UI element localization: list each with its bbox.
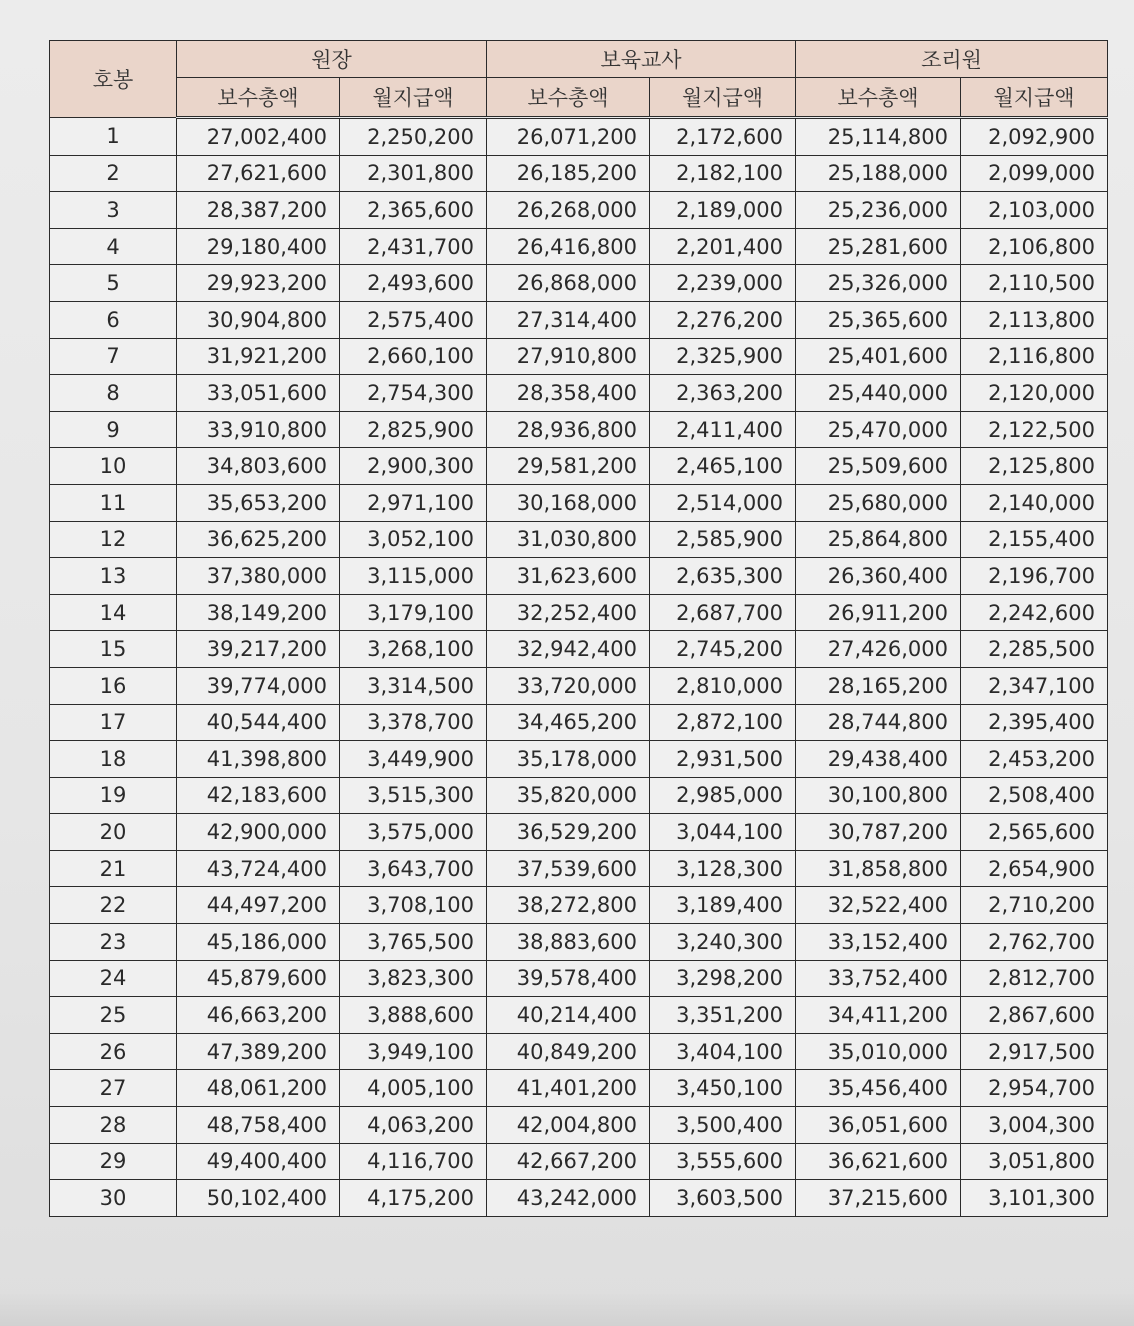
teacher-monthly-cell: 3,351,200 <box>650 997 796 1034</box>
table-row <box>50 1180 1108 1217</box>
step-cell: 29 <box>50 1143 177 1180</box>
cook-annual-cell: 27,426,000 <box>796 631 961 668</box>
step-cell: 26 <box>50 1033 177 1070</box>
cook-monthly-cell: 2,565,600 <box>961 814 1108 851</box>
cook-monthly-cell: 2,917,500 <box>961 1033 1108 1070</box>
teacher-monthly-cell: 3,044,100 <box>650 814 796 851</box>
teacher-monthly-cell: 2,182,100 <box>650 155 796 192</box>
teacher-annual-cell: 35,178,000 <box>487 741 650 778</box>
director-annual-cell: 27,002,400 <box>177 118 340 156</box>
cook-monthly-cell: 3,101,300 <box>961 1180 1108 1217</box>
director-monthly-cell: 3,268,100 <box>340 631 487 668</box>
teacher-monthly-cell: 2,872,100 <box>650 704 796 741</box>
teacher-monthly-cell: 2,985,000 <box>650 777 796 814</box>
teacher-monthly-cell: 2,411,400 <box>650 411 796 448</box>
director-monthly-cell: 3,643,700 <box>340 850 487 887</box>
column-header-monthly-pay: 월지급액 <box>961 78 1108 118</box>
table-row <box>50 1107 1108 1144</box>
teacher-annual-cell: 31,623,600 <box>487 558 650 595</box>
director-annual-cell: 39,774,000 <box>177 667 340 704</box>
cook-annual-cell: 25,114,800 <box>796 118 961 156</box>
cook-monthly-cell: 2,395,400 <box>961 704 1108 741</box>
table-header <box>50 41 1108 118</box>
step-cell: 21 <box>50 850 177 887</box>
cook-monthly-cell: 2,122,500 <box>961 411 1108 448</box>
director-annual-cell: 39,217,200 <box>177 631 340 668</box>
group-header-cook: 조리원 <box>796 41 1108 78</box>
director-monthly-cell: 2,431,700 <box>340 228 487 265</box>
teacher-annual-cell: 26,416,800 <box>487 228 650 265</box>
cook-monthly-cell: 2,710,200 <box>961 887 1108 924</box>
step-cell: 3 <box>50 192 177 229</box>
cook-monthly-cell: 2,453,200 <box>961 741 1108 778</box>
director-monthly-cell: 3,449,900 <box>340 741 487 778</box>
step-header: 호봉 <box>50 41 177 118</box>
director-monthly-cell: 3,179,100 <box>340 594 487 631</box>
director-monthly-cell: 4,063,200 <box>340 1107 487 1144</box>
teacher-annual-cell: 26,868,000 <box>487 265 650 302</box>
teacher-monthly-cell: 2,189,000 <box>650 192 796 229</box>
cook-annual-cell: 35,010,000 <box>796 1033 961 1070</box>
cook-annual-cell: 25,680,000 <box>796 484 961 521</box>
table-body <box>50 118 1108 1217</box>
director-annual-cell: 35,653,200 <box>177 484 340 521</box>
teacher-monthly-cell: 2,585,900 <box>650 521 796 558</box>
teacher-monthly-cell: 2,687,700 <box>650 594 796 631</box>
director-monthly-cell: 3,515,300 <box>340 777 487 814</box>
cook-monthly-cell: 2,285,500 <box>961 631 1108 668</box>
salary-table <box>49 40 1108 1217</box>
table-row <box>50 1143 1108 1180</box>
step-cell: 1 <box>50 118 177 156</box>
table-row <box>50 887 1108 924</box>
step-cell: 8 <box>50 375 177 412</box>
table-row <box>50 1070 1108 1107</box>
teacher-annual-cell: 27,910,800 <box>487 338 650 375</box>
director-monthly-cell: 3,115,000 <box>340 558 487 595</box>
cook-monthly-cell: 2,106,800 <box>961 228 1108 265</box>
step-cell: 2 <box>50 155 177 192</box>
director-monthly-cell: 2,250,200 <box>340 118 487 156</box>
cook-monthly-cell: 2,654,900 <box>961 850 1108 887</box>
table-row <box>50 667 1108 704</box>
director-annual-cell: 50,102,400 <box>177 1180 340 1217</box>
director-monthly-cell: 3,708,100 <box>340 887 487 924</box>
cook-annual-cell: 25,864,800 <box>796 521 961 558</box>
director-monthly-cell: 2,575,400 <box>340 301 487 338</box>
step-cell: 22 <box>50 887 177 924</box>
teacher-annual-cell: 28,936,800 <box>487 411 650 448</box>
director-annual-cell: 43,724,400 <box>177 850 340 887</box>
director-annual-cell: 49,400,400 <box>177 1143 340 1180</box>
cook-monthly-cell: 2,140,000 <box>961 484 1108 521</box>
table-row <box>50 484 1108 521</box>
director-monthly-cell: 3,314,500 <box>340 667 487 704</box>
director-annual-cell: 31,921,200 <box>177 338 340 375</box>
teacher-annual-cell: 32,942,400 <box>487 631 650 668</box>
step-cell: 16 <box>50 667 177 704</box>
step-cell: 18 <box>50 741 177 778</box>
table-row <box>50 558 1108 595</box>
table-row <box>50 631 1108 668</box>
teacher-annual-cell: 38,883,600 <box>487 924 650 961</box>
table-row <box>50 155 1108 192</box>
step-cell: 28 <box>50 1107 177 1144</box>
director-annual-cell: 36,625,200 <box>177 521 340 558</box>
teacher-annual-cell: 40,849,200 <box>487 1033 650 1070</box>
cook-annual-cell: 33,152,400 <box>796 924 961 961</box>
cook-annual-cell: 28,165,200 <box>796 667 961 704</box>
teacher-monthly-cell: 2,635,300 <box>650 558 796 595</box>
director-monthly-cell: 2,900,300 <box>340 448 487 485</box>
director-monthly-cell: 2,493,600 <box>340 265 487 302</box>
teacher-annual-cell: 42,667,200 <box>487 1143 650 1180</box>
cook-monthly-cell: 2,155,400 <box>961 521 1108 558</box>
cook-monthly-cell: 2,347,100 <box>961 667 1108 704</box>
teacher-monthly-cell: 3,500,400 <box>650 1107 796 1144</box>
director-annual-cell: 44,497,200 <box>177 887 340 924</box>
teacher-monthly-cell: 2,239,000 <box>650 265 796 302</box>
table-row <box>50 850 1108 887</box>
table-row <box>50 192 1108 229</box>
teacher-annual-cell: 30,168,000 <box>487 484 650 521</box>
director-monthly-cell: 2,660,100 <box>340 338 487 375</box>
teacher-monthly-cell: 3,240,300 <box>650 924 796 961</box>
director-monthly-cell: 2,754,300 <box>340 375 487 412</box>
column-header-annual-total: 보수총액 <box>177 78 340 118</box>
cook-monthly-cell: 2,508,400 <box>961 777 1108 814</box>
cook-monthly-cell: 3,051,800 <box>961 1143 1108 1180</box>
step-cell: 15 <box>50 631 177 668</box>
teacher-monthly-cell: 3,450,100 <box>650 1070 796 1107</box>
cook-monthly-cell: 2,113,800 <box>961 301 1108 338</box>
director-monthly-cell: 3,378,700 <box>340 704 487 741</box>
director-annual-cell: 33,051,600 <box>177 375 340 412</box>
director-annual-cell: 41,398,800 <box>177 741 340 778</box>
cook-annual-cell: 33,752,400 <box>796 960 961 997</box>
step-cell: 5 <box>50 265 177 302</box>
director-monthly-cell: 3,949,100 <box>340 1033 487 1070</box>
step-cell: 19 <box>50 777 177 814</box>
director-monthly-cell: 2,365,600 <box>340 192 487 229</box>
table-row <box>50 1033 1108 1070</box>
group-header-director: 원장 <box>177 41 487 78</box>
director-annual-cell: 48,758,400 <box>177 1107 340 1144</box>
cook-monthly-cell: 2,099,000 <box>961 155 1108 192</box>
director-monthly-cell: 2,301,800 <box>340 155 487 192</box>
teacher-annual-cell: 32,252,400 <box>487 594 650 631</box>
table-row <box>50 521 1108 558</box>
teacher-monthly-cell: 2,325,900 <box>650 338 796 375</box>
table-row <box>50 777 1108 814</box>
director-monthly-cell: 4,116,700 <box>340 1143 487 1180</box>
table-row <box>50 448 1108 485</box>
step-cell: 7 <box>50 338 177 375</box>
teacher-annual-cell: 31,030,800 <box>487 521 650 558</box>
cook-annual-cell: 31,858,800 <box>796 850 961 887</box>
step-cell: 10 <box>50 448 177 485</box>
cook-monthly-cell: 2,196,700 <box>961 558 1108 595</box>
director-monthly-cell: 2,825,900 <box>340 411 487 448</box>
teacher-annual-cell: 26,071,200 <box>487 118 650 156</box>
table-row <box>50 265 1108 302</box>
teacher-annual-cell: 35,820,000 <box>487 777 650 814</box>
teacher-annual-cell: 29,581,200 <box>487 448 650 485</box>
director-annual-cell: 37,380,000 <box>177 558 340 595</box>
table-row <box>50 704 1108 741</box>
cook-annual-cell: 26,911,200 <box>796 594 961 631</box>
director-annual-cell: 30,904,800 <box>177 301 340 338</box>
teacher-monthly-cell: 3,555,600 <box>650 1143 796 1180</box>
director-monthly-cell: 4,175,200 <box>340 1180 487 1217</box>
director-monthly-cell: 2,971,100 <box>340 484 487 521</box>
cook-monthly-cell: 2,812,700 <box>961 960 1108 997</box>
director-annual-cell: 46,663,200 <box>177 997 340 1034</box>
cook-annual-cell: 25,188,000 <box>796 155 961 192</box>
table-row <box>50 228 1108 265</box>
step-cell: 11 <box>50 484 177 521</box>
table-row <box>50 594 1108 631</box>
teacher-monthly-cell: 3,128,300 <box>650 850 796 887</box>
cook-annual-cell: 26,360,400 <box>796 558 961 595</box>
teacher-monthly-cell: 2,931,500 <box>650 741 796 778</box>
teacher-annual-cell: 28,358,400 <box>487 375 650 412</box>
director-annual-cell: 45,879,600 <box>177 960 340 997</box>
cook-annual-cell: 37,215,600 <box>796 1180 961 1217</box>
teacher-monthly-cell: 2,201,400 <box>650 228 796 265</box>
teacher-monthly-cell: 2,465,100 <box>650 448 796 485</box>
step-cell: 27 <box>50 1070 177 1107</box>
cook-annual-cell: 30,787,200 <box>796 814 961 851</box>
column-header-annual-total: 보수총액 <box>487 78 650 118</box>
director-annual-cell: 42,900,000 <box>177 814 340 851</box>
director-annual-cell: 27,621,600 <box>177 155 340 192</box>
director-annual-cell: 33,910,800 <box>177 411 340 448</box>
step-cell: 23 <box>50 924 177 961</box>
teacher-monthly-cell: 2,810,000 <box>650 667 796 704</box>
cook-annual-cell: 25,509,600 <box>796 448 961 485</box>
step-cell: 9 <box>50 411 177 448</box>
cook-annual-cell: 30,100,800 <box>796 777 961 814</box>
cook-monthly-cell: 2,120,000 <box>961 375 1108 412</box>
cook-annual-cell: 25,401,600 <box>796 338 961 375</box>
teacher-annual-cell: 26,185,200 <box>487 155 650 192</box>
teacher-monthly-cell: 3,404,100 <box>650 1033 796 1070</box>
table-row <box>50 301 1108 338</box>
teacher-annual-cell: 37,539,600 <box>487 850 650 887</box>
cook-annual-cell: 34,411,200 <box>796 997 961 1034</box>
director-annual-cell: 29,180,400 <box>177 228 340 265</box>
table-row <box>50 924 1108 961</box>
cook-annual-cell: 25,236,000 <box>796 192 961 229</box>
teacher-monthly-cell: 2,514,000 <box>650 484 796 521</box>
step-cell: 13 <box>50 558 177 595</box>
director-monthly-cell: 3,888,600 <box>340 997 487 1034</box>
cook-annual-cell: 28,744,800 <box>796 704 961 741</box>
column-header-monthly-pay: 월지급액 <box>650 78 796 118</box>
table-row <box>50 411 1108 448</box>
teacher-annual-cell: 34,465,200 <box>487 704 650 741</box>
teacher-annual-cell: 38,272,800 <box>487 887 650 924</box>
teacher-monthly-cell: 3,189,400 <box>650 887 796 924</box>
column-header-annual-total: 보수총액 <box>796 78 961 118</box>
teacher-annual-cell: 36,529,200 <box>487 814 650 851</box>
teacher-annual-cell: 39,578,400 <box>487 960 650 997</box>
step-cell: 6 <box>50 301 177 338</box>
teacher-annual-cell: 26,268,000 <box>487 192 650 229</box>
teacher-annual-cell: 27,314,400 <box>487 301 650 338</box>
teacher-monthly-cell: 3,298,200 <box>650 960 796 997</box>
cook-monthly-cell: 2,762,700 <box>961 924 1108 961</box>
cook-monthly-cell: 2,867,600 <box>961 997 1108 1034</box>
director-monthly-cell: 4,005,100 <box>340 1070 487 1107</box>
cook-monthly-cell: 3,004,300 <box>961 1107 1108 1144</box>
teacher-annual-cell: 40,214,400 <box>487 997 650 1034</box>
director-annual-cell: 42,183,600 <box>177 777 340 814</box>
step-cell: 12 <box>50 521 177 558</box>
group-header-teacher: 보육교사 <box>487 41 796 78</box>
director-monthly-cell: 3,823,300 <box>340 960 487 997</box>
step-cell: 30 <box>50 1180 177 1217</box>
table-row <box>50 814 1108 851</box>
cook-monthly-cell: 2,125,800 <box>961 448 1108 485</box>
teacher-monthly-cell: 2,276,200 <box>650 301 796 338</box>
cook-annual-cell: 25,281,600 <box>796 228 961 265</box>
cook-monthly-cell: 2,954,700 <box>961 1070 1108 1107</box>
cook-annual-cell: 29,438,400 <box>796 741 961 778</box>
cook-annual-cell: 25,470,000 <box>796 411 961 448</box>
table-row <box>50 375 1108 412</box>
director-annual-cell: 47,389,200 <box>177 1033 340 1070</box>
teacher-annual-cell: 42,004,800 <box>487 1107 650 1144</box>
teacher-monthly-cell: 2,745,200 <box>650 631 796 668</box>
director-monthly-cell: 3,575,000 <box>340 814 487 851</box>
director-annual-cell: 48,061,200 <box>177 1070 340 1107</box>
step-cell: 24 <box>50 960 177 997</box>
director-annual-cell: 29,923,200 <box>177 265 340 302</box>
teacher-monthly-cell: 2,172,600 <box>650 118 796 156</box>
teacher-monthly-cell: 3,603,500 <box>650 1180 796 1217</box>
step-cell: 4 <box>50 228 177 265</box>
cook-monthly-cell: 2,103,000 <box>961 192 1108 229</box>
step-cell: 17 <box>50 704 177 741</box>
table-row <box>50 960 1108 997</box>
cook-monthly-cell: 2,092,900 <box>961 118 1108 156</box>
director-annual-cell: 38,149,200 <box>177 594 340 631</box>
director-annual-cell: 40,544,400 <box>177 704 340 741</box>
cook-monthly-cell: 2,116,800 <box>961 338 1108 375</box>
director-annual-cell: 45,186,000 <box>177 924 340 961</box>
cook-annual-cell: 36,621,600 <box>796 1143 961 1180</box>
teacher-monthly-cell: 2,363,200 <box>650 375 796 412</box>
table-row <box>50 338 1108 375</box>
cook-annual-cell: 25,440,000 <box>796 375 961 412</box>
table-row <box>50 741 1108 778</box>
cook-annual-cell: 25,326,000 <box>796 265 961 302</box>
step-cell: 20 <box>50 814 177 851</box>
cook-annual-cell: 25,365,600 <box>796 301 961 338</box>
teacher-annual-cell: 33,720,000 <box>487 667 650 704</box>
step-cell: 25 <box>50 997 177 1034</box>
cook-annual-cell: 32,522,400 <box>796 887 961 924</box>
director-annual-cell: 34,803,600 <box>177 448 340 485</box>
teacher-annual-cell: 41,401,200 <box>487 1070 650 1107</box>
table-row <box>50 118 1108 156</box>
step-cell: 14 <box>50 594 177 631</box>
cook-monthly-cell: 2,110,500 <box>961 265 1108 302</box>
column-header-monthly-pay: 월지급액 <box>340 78 487 118</box>
cook-monthly-cell: 2,242,600 <box>961 594 1108 631</box>
paper-shadow <box>0 1290 1134 1326</box>
cook-annual-cell: 35,456,400 <box>796 1070 961 1107</box>
director-monthly-cell: 3,765,500 <box>340 924 487 961</box>
director-monthly-cell: 3,052,100 <box>340 521 487 558</box>
director-annual-cell: 28,387,200 <box>177 192 340 229</box>
table-row <box>50 997 1108 1034</box>
cook-annual-cell: 36,051,600 <box>796 1107 961 1144</box>
teacher-annual-cell: 43,242,000 <box>487 1180 650 1217</box>
